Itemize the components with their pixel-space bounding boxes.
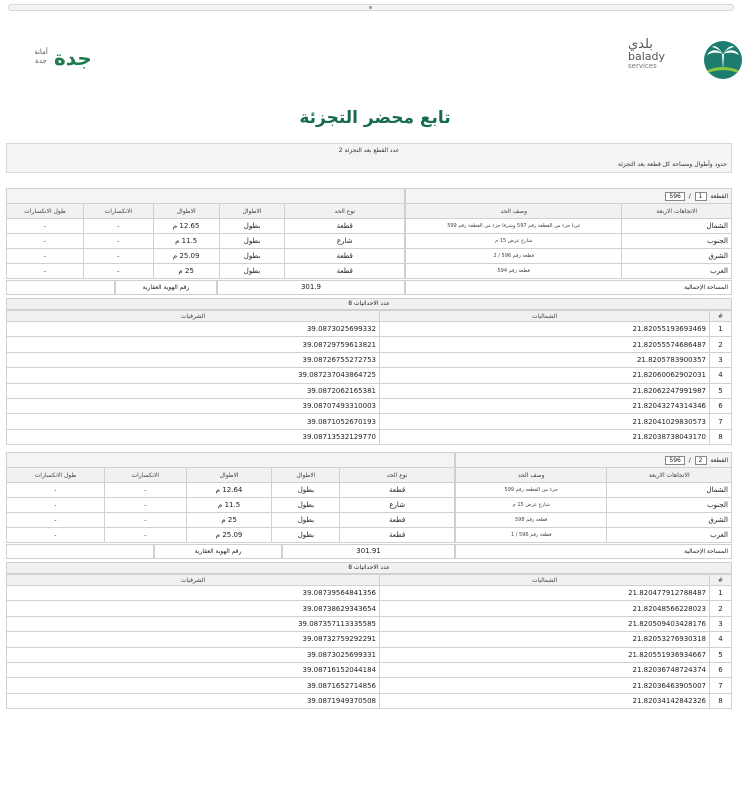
- plot-2-dir-south: الجنوب: [607, 498, 732, 513]
- coord-east: 39.08716152044184: [7, 662, 380, 677]
- jeddah-logo-text: جدة: [54, 46, 92, 70]
- plot-1-boundaries: [6, 188, 732, 293]
- coord-east: 39.08738629343654: [7, 601, 380, 616]
- break-length: -: [7, 483, 105, 498]
- plot-2-dimensions-table: [6, 452, 455, 543]
- balady-logo-arabic: بلدي: [628, 37, 653, 52]
- table-row: [7, 383, 732, 398]
- coord-north: 21.82053276930318: [380, 632, 710, 647]
- coord-north: 21.82036748724374: [380, 662, 710, 677]
- col-breaks: الانكسارات: [83, 204, 153, 219]
- col-break-lengths: طول الانكسارات: [7, 204, 84, 219]
- col-lengths: الاطوال: [219, 204, 285, 219]
- coord-east: 39.08707493310003: [7, 398, 380, 413]
- coord-north: 21.82038738043170: [380, 429, 710, 444]
- coord-index: 8: [710, 693, 732, 708]
- unit: بطول: [272, 483, 340, 498]
- table-row: [7, 632, 732, 647]
- type: شارع: [285, 234, 405, 249]
- coord-north: 21.82043274314346: [380, 398, 710, 413]
- scroll-indicator: [369, 6, 372, 9]
- coord-index: 5: [710, 383, 732, 398]
- plot-2-boundaries: [6, 452, 732, 557]
- coord-index: 6: [710, 662, 732, 677]
- plot-1-dir-west: الغرب: [622, 264, 732, 279]
- length: 25.09 م: [153, 249, 219, 264]
- plot-2-piece-number: 2: [695, 456, 707, 465]
- plot-1-dir-north: الشمال: [622, 219, 732, 234]
- coord-index: 6: [710, 398, 732, 413]
- col-east-coord: الشرقيات: [7, 575, 380, 586]
- coord-east: 39.08729759613821: [7, 337, 380, 352]
- coord-east: 39.0871949370508: [7, 693, 380, 708]
- coord-index: 3: [710, 352, 732, 367]
- table-row: [7, 601, 732, 616]
- coord-index: 2: [710, 337, 732, 352]
- table-row: [7, 352, 732, 367]
- length: 25 م: [153, 264, 219, 279]
- coord-index: 3: [710, 616, 732, 631]
- col-directions: الاتجاهات الاربعة: [607, 468, 732, 483]
- plot-2-dir-east: الشرق: [607, 513, 732, 528]
- table-row: [7, 337, 732, 352]
- plot-1-desc-east: قطعة رقم 596 / 2: [406, 249, 622, 264]
- table-row: [7, 586, 732, 601]
- coord-north: 21.82034142842326: [380, 693, 710, 708]
- plot-1-plan-number: 596: [665, 192, 684, 201]
- coord-east: 39.08732759292291: [7, 632, 380, 647]
- length: 11.5 م: [153, 234, 219, 249]
- break-length: -: [7, 528, 105, 543]
- plot-2-dims-row: [7, 528, 455, 543]
- coord-north: 21.82062247991987: [380, 383, 710, 398]
- plot-1-dims-row: [7, 234, 405, 249]
- col-coord-num: #: [710, 311, 732, 322]
- breaks: -: [104, 513, 186, 528]
- plot-1-coords-table: [6, 310, 732, 445]
- plot-2-directions-table: [455, 452, 732, 543]
- plot-1-area-row: [6, 280, 732, 295]
- plot-2-desc-north: جزء من القطعة رقم 599: [456, 483, 607, 498]
- plot-2-dir-north: الشمال: [607, 483, 732, 498]
- break-length: -: [7, 234, 84, 249]
- breaks: -: [83, 234, 153, 249]
- unit: بطول: [272, 513, 340, 528]
- coord-index: 1: [710, 586, 732, 601]
- table-row: [7, 414, 732, 429]
- plot-2-area-row: [6, 544, 732, 559]
- balady-logo-text: balady: [628, 50, 666, 63]
- coord-east: 39.087237043864725: [7, 368, 380, 383]
- plot-1-deed-id-value: [6, 280, 115, 295]
- type: قطعة: [340, 528, 455, 543]
- unit: بطول: [219, 234, 285, 249]
- col-lengths-2: الاطوال: [153, 204, 219, 219]
- coord-east: 39.0873025699332: [7, 322, 380, 337]
- col-boundary-type: نوع الحد: [340, 468, 455, 483]
- length: 12.64 م: [186, 483, 272, 498]
- plot-2-dims-row: [7, 498, 455, 513]
- breaks: -: [104, 498, 186, 513]
- plot-2-total-area-value: 301.91: [282, 544, 455, 559]
- coord-east: 39.0871052670193: [7, 414, 380, 429]
- plot-2-deed-id-value: [6, 544, 154, 559]
- col-lengths-2: الاطوال: [186, 468, 272, 483]
- coord-east: 39.08726755272753: [7, 352, 380, 367]
- coord-north: 21.82041029830573: [380, 414, 710, 429]
- col-north-coord: الشماليات: [380, 311, 710, 322]
- plot-1-dimensions-table: [6, 188, 405, 279]
- length: 25.09 م: [186, 528, 272, 543]
- length: 25 م: [186, 513, 272, 528]
- plot-2-total-area-label: المساحة الإجمالية: [455, 544, 732, 559]
- col-coord-num: #: [710, 575, 732, 586]
- col-directions: الاتجاهات الاربعة: [622, 204, 732, 219]
- coord-north: 21.820551936934667: [380, 647, 710, 662]
- breaks: -: [104, 483, 186, 498]
- coord-north: 21.82048566228023: [380, 601, 710, 616]
- plot-1-deed-id-label: رقم الهوية العقارية: [115, 280, 217, 295]
- unit: بطول: [219, 249, 285, 264]
- plot-1-desc-north: غربا جزء من القطعة رقم 597 وشرقا جزء من القطعة رقم 599: [406, 219, 622, 234]
- coord-north: 21.8205783900357: [380, 352, 710, 367]
- palm-logo-icon: [700, 40, 746, 80]
- page-title: تابع محضر التجزئة: [299, 108, 451, 128]
- col-break-lengths: طول الانكسارات: [7, 468, 105, 483]
- plot-2-piece-header: القطعة 2 / 596: [456, 453, 732, 468]
- breaks: -: [83, 264, 153, 279]
- coord-east: 39.0873025699331: [7, 647, 380, 662]
- coord-east: 39.0872062165381: [7, 383, 380, 398]
- plot-1-dir-east: الشرق: [622, 249, 732, 264]
- plot-1-dims-blank: [7, 189, 405, 204]
- coord-index: 4: [710, 632, 732, 647]
- type: قطعة: [285, 249, 405, 264]
- coord-east: 39.087357113335585: [7, 616, 380, 631]
- plot-1-desc-south: شارع عرض 15 م: [406, 234, 622, 249]
- plot-1-dims-row: [7, 249, 405, 264]
- table-row: [7, 678, 732, 693]
- plot-2-piece-label: القطعة: [710, 456, 728, 464]
- col-breaks: الانكسارات: [104, 468, 186, 483]
- break-length: -: [7, 219, 84, 234]
- plot-1-coords-count: عدد الاحداثيات 8: [6, 298, 732, 310]
- table-row: [7, 368, 732, 383]
- breaks: -: [104, 528, 186, 543]
- coord-east: 39.0871652714856: [7, 678, 380, 693]
- plot-2-coords-table: [6, 574, 732, 709]
- coord-index: 4: [710, 368, 732, 383]
- breaks: -: [83, 249, 153, 264]
- jeddah-municipality-logo: [30, 48, 94, 70]
- plot-1-dims-row: [7, 264, 405, 279]
- type: قطعة: [285, 264, 405, 279]
- plot-2-dims-row: [7, 483, 455, 498]
- table-row: [7, 616, 732, 631]
- plots-description-label: حدود وأطوال ومساحة كل قطعة بعد التجزئة: [618, 161, 727, 168]
- col-boundary-type: نوع الحد: [285, 204, 405, 219]
- plot-1-piece-label: القطعة: [710, 192, 728, 200]
- table-row: [7, 429, 732, 444]
- plot-2-plan-number: 596: [665, 456, 684, 465]
- type: قطعة: [340, 513, 455, 528]
- balady-logo-subtitle: services: [628, 62, 657, 70]
- plot-1-dir-south: الجنوب: [622, 234, 732, 249]
- plot-1-total-area-label: المساحة الإجمالية: [405, 280, 732, 295]
- coord-index: 2: [710, 601, 732, 616]
- table-row: [7, 647, 732, 662]
- col-north-coord: الشماليات: [380, 575, 710, 586]
- coord-north: 21.82055574686487: [380, 337, 710, 352]
- browser-top-bar: [8, 4, 734, 11]
- coord-index: 5: [710, 647, 732, 662]
- type: قطعة: [285, 219, 405, 234]
- plot-1-desc-west: قطعة رقم 594: [406, 264, 622, 279]
- break-length: -: [7, 513, 105, 528]
- table-row: [7, 398, 732, 413]
- col-boundary-desc: وصف الحد: [456, 468, 607, 483]
- balady-logo: [628, 38, 698, 70]
- plot-2-coordinates: [6, 562, 732, 709]
- plot-1-directions-table: [405, 188, 732, 279]
- type: شارع: [340, 498, 455, 513]
- plots-count-box: [6, 143, 732, 173]
- coord-north: 21.82060062902031: [380, 368, 710, 383]
- table-row: [7, 662, 732, 677]
- plot-2-dims-blank: [7, 453, 455, 468]
- coord-index: 7: [710, 414, 732, 429]
- col-east-coord: الشرقيات: [7, 311, 380, 322]
- plot-2-dims-row: [7, 513, 455, 528]
- coord-index: 1: [710, 322, 732, 337]
- plot-1-piece-number: 1: [695, 192, 707, 201]
- plot-2-desc-west: قطعة رقم 596 / 1: [456, 528, 607, 543]
- plot-2-dir-west: الغرب: [607, 528, 732, 543]
- coord-east: 39.08713532129770: [7, 429, 380, 444]
- table-row: [7, 693, 732, 708]
- coord-east: 39.08739564841356: [7, 586, 380, 601]
- unit: بطول: [219, 219, 285, 234]
- break-length: -: [7, 264, 84, 279]
- plot-1-piece-header: القطعة 1 / 596: [406, 189, 732, 204]
- table-row: [7, 322, 732, 337]
- coord-index: 8: [710, 429, 732, 444]
- col-boundary-desc: وصف الحد: [406, 204, 622, 219]
- break-length: -: [7, 498, 105, 513]
- unit: بطول: [219, 264, 285, 279]
- type: قطعة: [340, 483, 455, 498]
- jeddah-logo-small-text: أمانة جدة: [34, 48, 48, 65]
- col-lengths: الاطوال: [272, 468, 340, 483]
- coord-index: 7: [710, 678, 732, 693]
- plot-1-total-area-value: 301.9: [217, 280, 405, 295]
- coord-north: 21.820477912788487: [380, 586, 710, 601]
- plot-2-deed-id-label: رقم الهوية العقارية: [154, 544, 282, 559]
- break-length: -: [7, 249, 84, 264]
- coord-north: 21.820509403428176: [380, 616, 710, 631]
- length: 12.65 م: [153, 219, 219, 234]
- plots-count-label: عدد القطع بعد التجزئة 2: [338, 147, 400, 154]
- plot-1-coordinates: [6, 298, 732, 445]
- length: 11.5 م: [186, 498, 272, 513]
- unit: بطول: [272, 498, 340, 513]
- coord-north: 21.82055193693469: [380, 322, 710, 337]
- plot-2-coords-count: عدد الاحداثيات 8: [6, 562, 732, 574]
- plot-1-dims-row: [7, 219, 405, 234]
- coord-north: 21.82036463905007: [380, 678, 710, 693]
- unit: بطول: [272, 528, 340, 543]
- breaks: -: [83, 219, 153, 234]
- plot-2-desc-east: قطعة رقم 598: [456, 513, 607, 528]
- plot-2-desc-south: شارع عرض 15 م: [456, 498, 607, 513]
